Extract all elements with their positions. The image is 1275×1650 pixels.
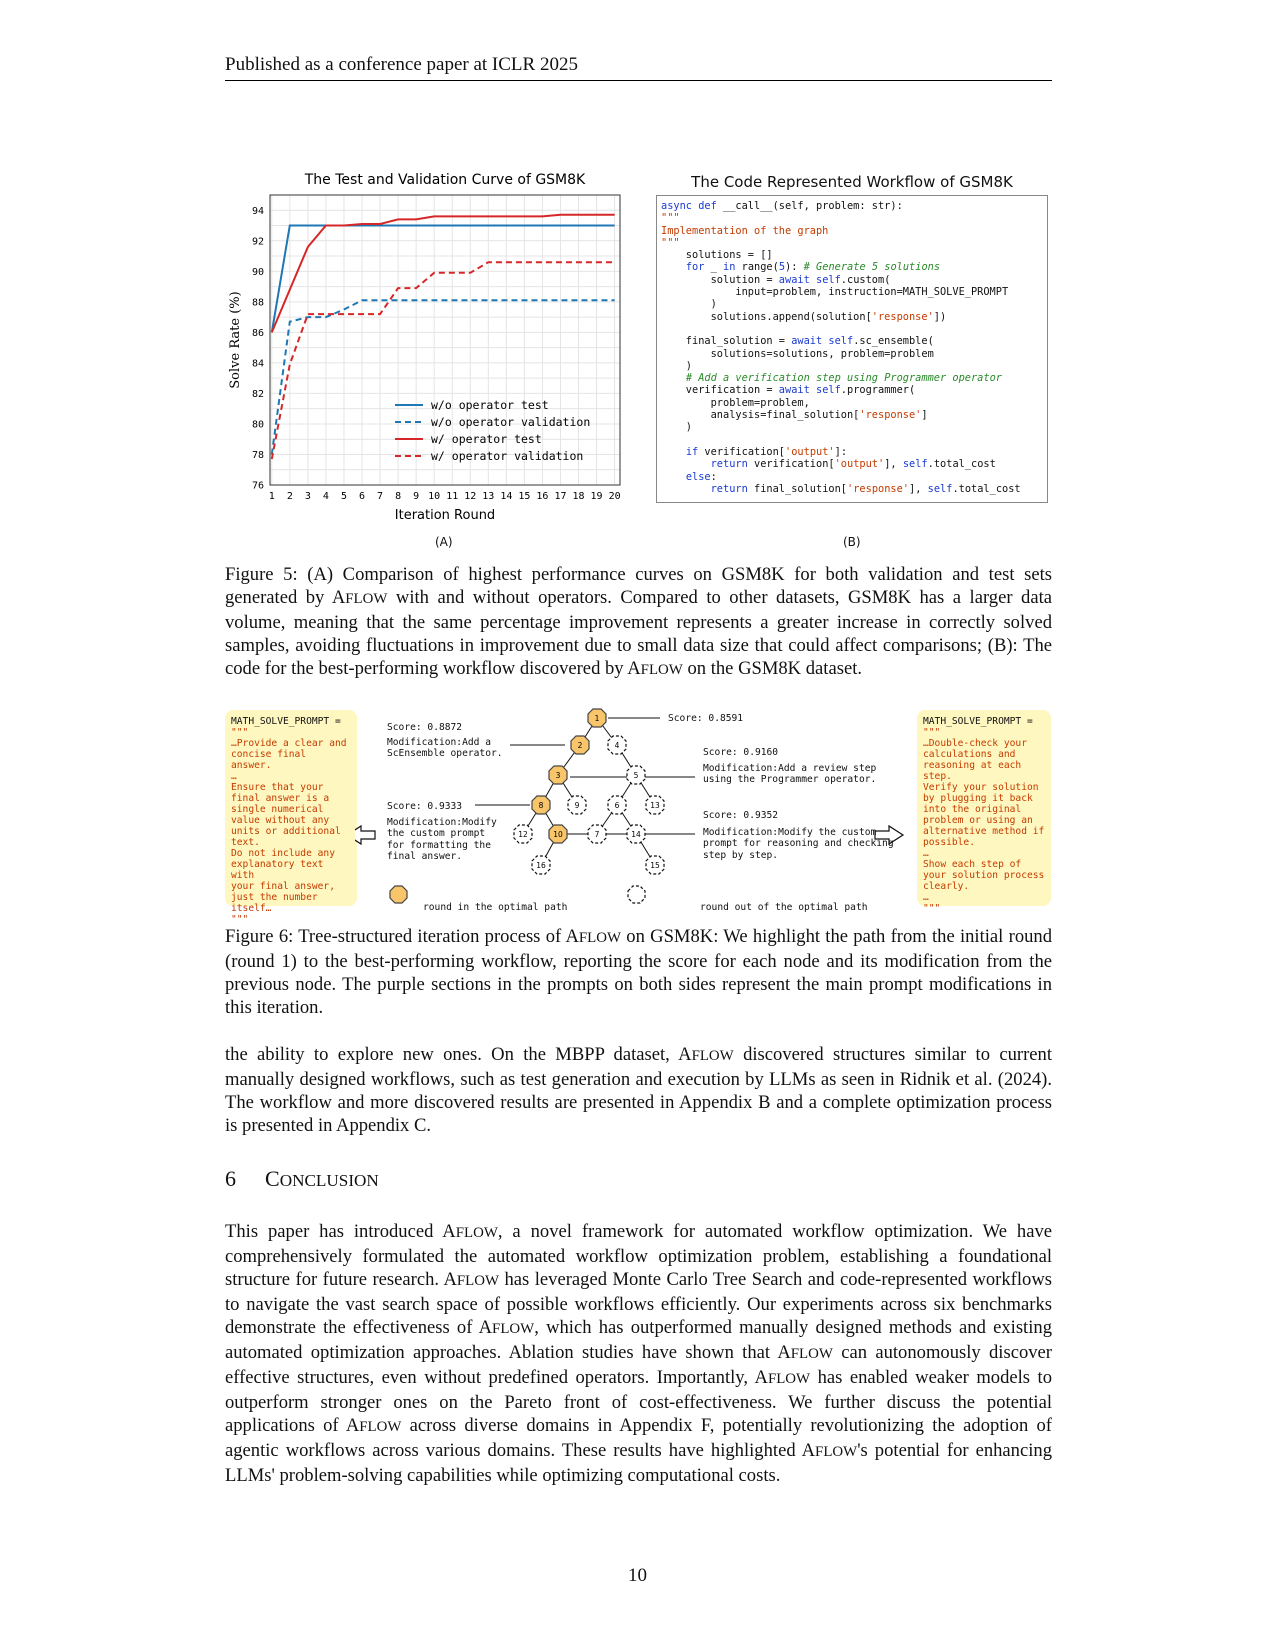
x-tick-label: 7 — [377, 491, 384, 502]
prompt-line: Ensure that your — [231, 782, 324, 793]
prompt-line: final answer is a — [231, 793, 330, 804]
gsm8k-curve-chart — [225, 170, 635, 550]
prompt-line: value without any — [231, 815, 330, 826]
legend-label: w/ operator test — [431, 432, 542, 446]
x-tick-label: 8 — [395, 491, 402, 502]
modification-round-2: Modification:Add a ScEnsemble operator. — [387, 737, 503, 760]
prompt-line: step. — [923, 771, 952, 782]
x-tick-label: 9 — [413, 491, 420, 502]
y-axis-label: Solve Rate (%) — [228, 291, 243, 389]
code-line: input=problem, instruction=MATH_SOLVE_PROMPT — [661, 286, 1009, 299]
x-tick-label: 16 — [536, 491, 549, 502]
tree-node-label: 6 — [614, 801, 620, 810]
prompt-line: clearly. — [923, 881, 970, 892]
x-tick-label: 11 — [446, 491, 459, 502]
right-prompt-box — [917, 710, 1051, 914]
modification-round-3: Modification:Add a review step using the Programmer operator. — [703, 763, 877, 786]
prompt-quote: """ — [231, 914, 249, 925]
page-header: Published as a conference paper at ICLR 2025 — [225, 54, 1052, 81]
tree-node-label: 7 — [594, 830, 600, 839]
x-tick-label: 19 — [590, 491, 603, 502]
figure5-caption: Figure 5: (A) Comparison of highest performance curves on GSM8K for both validation and test sets generated by AFLOW with and without operators. Compared to other datasets, GSM8K has a larger data volume, meaning that the same percentage improvement represents a greater increase in correctly solved samples, avoiding fluctuations in improvement due to small data size that could affect comparisons; (B): The code for the best-performing workflow discovered by AFLOW on the GSM8K dataset. — [225, 564, 1053, 679]
workflow-code-block — [656, 195, 1048, 503]
tree-node-label: 13 — [650, 801, 660, 810]
legend-label: w/ operator validation — [431, 449, 584, 463]
y-tick-label: 90 — [251, 266, 264, 278]
code-line: return final_solution['response'], self.total_cost — [710, 482, 1021, 495]
score-round-1: Score: 0.8591 — [668, 713, 744, 724]
tree-node-label: 10 — [553, 830, 563, 839]
x-tick-label: 15 — [518, 491, 531, 502]
prompt-line: calculations and — [923, 749, 1016, 760]
code-line: solution = await self.custom( — [661, 273, 891, 286]
code-line: ) — [661, 359, 692, 372]
code-line: Implementation of the graph — [661, 224, 829, 237]
conclusion-paragraph: This paper has introduced AFLOW, a novel framework for automated workflow optimization. We have comprehensively formulated the automated workflow optimization problem, establishing a foundational structure for future research. AFLOW has leveraged Monte Carlo Tree Search and code-represented workflows to navigate the vast search space of possible workflows efficiently. Our experiments across six benchmarks demonstrate the effectiveness of AFLOW, which has outperformed manually designed methods and existing automated optimization approaches. Ablation studies have shown that AFLOW can autonomously discover effective structures, even without predefined operators. Importantly, AFLOW has enabled weaker models to outperform stronger ones on the Pareto front of cost-effectiveness. We further discuss the potential applications of AFLOW across diverse domains in Appendix F, potentially revolutionizing the adoption of agentic workflows across various domains. These results have highlighted AFLOW's potential for enhancing LLMs' problem-solving capabilities while optimizing computational costs. — [225, 1221, 1053, 1486]
prompt-line: Show each step of — [923, 859, 1022, 870]
x-tick-label: 5 — [340, 491, 347, 502]
tree-node-label: 14 — [631, 830, 641, 839]
x-tick-label: 13 — [482, 491, 495, 502]
x-tick-label: 6 — [358, 491, 366, 502]
body-paragraph: the ability to explore new ones. On the MBPP dataset, AFLOW discovered structures similar to current manually designed workflows, such as test generation and execution by LLMs as seen in Ridnik et al. (2024). The workflow and more discovered results are presented in Appendix B and a complete optimization process is presented in Appendix C. — [225, 1044, 1052, 1136]
tree-node-label: 15 — [650, 861, 660, 870]
x-axis-label: Iteration Round — [394, 508, 496, 523]
chart-title: The Test and Validation Curve of GSM8K — [304, 172, 586, 188]
code-line: # Add a verification step using Programmer operator — [685, 372, 1002, 385]
code-line: if verification['output']: — [685, 445, 848, 458]
code-line: verification = await self.programmer( — [661, 384, 916, 397]
y-tick-label: 94 — [251, 205, 264, 217]
prompt-line: reasoning at each — [923, 760, 1022, 771]
y-tick-label: 88 — [251, 297, 264, 309]
code-line: ) — [661, 298, 717, 311]
y-tick-label: 80 — [251, 419, 264, 431]
y-tick-label: 86 — [251, 327, 264, 339]
modification-round-8: Modification:Modify the custom prompt for formatting the final answer. — [387, 817, 497, 862]
code-line: else: — [685, 470, 717, 483]
code-line: analysis=final_solution['response'] — [661, 409, 928, 422]
prompt-line: …Double-check your — [923, 738, 1027, 749]
panel-b-label: (B) — [843, 535, 861, 549]
y-tick-label: 76 — [251, 480, 264, 492]
series-line-3 — [272, 262, 615, 459]
prompt-quote: """ — [231, 727, 249, 738]
code-line: for _ in range(5): # Generate 5 solutions — [685, 261, 941, 274]
tree-node-label: 1 — [594, 714, 600, 723]
legend-label: w/o operator test — [431, 398, 549, 412]
legend-optimal-octagon — [390, 886, 407, 903]
prompt-line: single numerical — [231, 804, 324, 815]
panel-a-label: (A) — [435, 535, 453, 549]
legend-in-label: round in the optimal path — [423, 902, 568, 913]
tree-node-label: 9 — [574, 801, 580, 810]
prompt-line: … — [923, 892, 929, 903]
prompt-line: just the number — [231, 892, 318, 903]
code-line — [661, 323, 1043, 335]
section-title: CONCLUSION — [265, 1166, 379, 1191]
legend-label: w/o operator validation — [431, 415, 591, 429]
y-tick-label: 84 — [251, 358, 264, 370]
y-tick-label: 92 — [251, 236, 264, 248]
series-line-0 — [272, 226, 615, 333]
prompt-line: your solution process — [923, 870, 1045, 881]
figure6-caption: Figure 6: Tree-structured iteration process of AFLOW on GSM8K: We highlight the path from the initial round (round 1) to the best-performing workflow, reporting the score for each node and its modification from the previous node. The purple sections in the prompts on both sides represent the main prompt modifications in this iteration. — [225, 926, 1053, 1018]
x-tick-label: 4 — [322, 491, 329, 502]
tree-node-label: 16 — [536, 861, 546, 870]
tree-node-label: 4 — [614, 741, 620, 750]
prompt-line: concise final answer. — [231, 749, 312, 771]
prompt-line: problem or using an — [923, 815, 1033, 826]
prompt-title: MATH_SOLVE_PROMPT = — [231, 716, 341, 727]
x-tick-label: 14 — [500, 491, 513, 502]
tree-node-label: 5 — [633, 771, 639, 780]
x-tick-label: 20 — [608, 491, 621, 502]
section-number: 6 — [225, 1166, 236, 1191]
prompt-line: your final answer, — [231, 881, 335, 892]
score-round-8: Score: 0.9333 — [387, 801, 463, 812]
code-line: """ — [661, 212, 680, 225]
score-round-3: Score: 0.9160 — [703, 747, 779, 758]
tree-node-label: 8 — [538, 801, 544, 810]
code-line — [661, 434, 1043, 446]
code-line: final_solution = await self.sc_ensemble( — [661, 335, 934, 348]
prompt-line: Verify your solution — [923, 782, 1039, 793]
x-tick-label: 18 — [572, 491, 585, 502]
prompt-line: explanatory text with — [231, 859, 330, 881]
code-line: solutions = [] — [661, 249, 773, 262]
code-line: solutions=solutions, problem=problem — [661, 347, 934, 360]
modification-round-10: Modification:Modify the custom prompt for reasoning and checking step by step. — [703, 827, 894, 861]
page-number: 10 — [628, 1565, 647, 1586]
score-round-2: Score: 0.8872 — [387, 722, 463, 733]
x-tick-label: 10 — [428, 491, 441, 502]
prompt-line: … — [923, 848, 929, 859]
x-tick-label: 12 — [464, 491, 477, 502]
legend-out-label: round out of the optimal path — [700, 902, 868, 913]
prompt-line: by plugging it back — [923, 793, 1033, 804]
prompt-quote: """ — [923, 903, 941, 914]
prompt-line: Do not include any — [231, 848, 335, 859]
prompt-title: MATH_SOLVE_PROMPT = — [923, 716, 1033, 727]
code-line: problem=problem, — [661, 396, 810, 409]
legend-nonoptimal-octagon — [628, 886, 645, 903]
prompt-line: …Provide a clear and — [231, 738, 347, 749]
section-heading — [225, 1166, 379, 1192]
prompt-line: … — [231, 771, 237, 782]
prompt-line: possible. — [923, 837, 975, 848]
code-line: solutions.append(solution['response']) — [661, 310, 947, 323]
code-panel-title: The Code Represented Workflow of GSM8K — [691, 173, 1013, 191]
code-line: ) — [661, 421, 692, 434]
prompt-line: text. — [231, 837, 260, 848]
x-tick-label: 2 — [286, 491, 293, 502]
prompt-line: into the original — [923, 804, 1022, 815]
y-tick-label: 82 — [251, 388, 264, 400]
tree-node-label: 2 — [577, 741, 583, 750]
code-line: return verification['output'], self.total_cost — [710, 458, 996, 471]
prompt-line: units or additional — [231, 826, 341, 837]
x-tick-label: 17 — [554, 491, 567, 502]
y-tick-label: 78 — [251, 449, 264, 461]
x-tick-label: 3 — [304, 491, 311, 502]
x-tick-label: 1 — [268, 491, 275, 502]
prompt-line: alternative method if — [923, 826, 1045, 837]
tree-node-label: 12 — [518, 830, 528, 839]
tree-node-label: 3 — [555, 771, 561, 780]
prompt-line: itself… — [231, 903, 272, 914]
code-line: async def __call__(self, problem: str): — [661, 200, 903, 212]
code-line: """ — [661, 236, 680, 249]
prompt-quote: """ — [923, 727, 941, 738]
left-prompt-box — [225, 710, 357, 925]
score-round-10: Score: 0.9352 — [703, 810, 779, 821]
